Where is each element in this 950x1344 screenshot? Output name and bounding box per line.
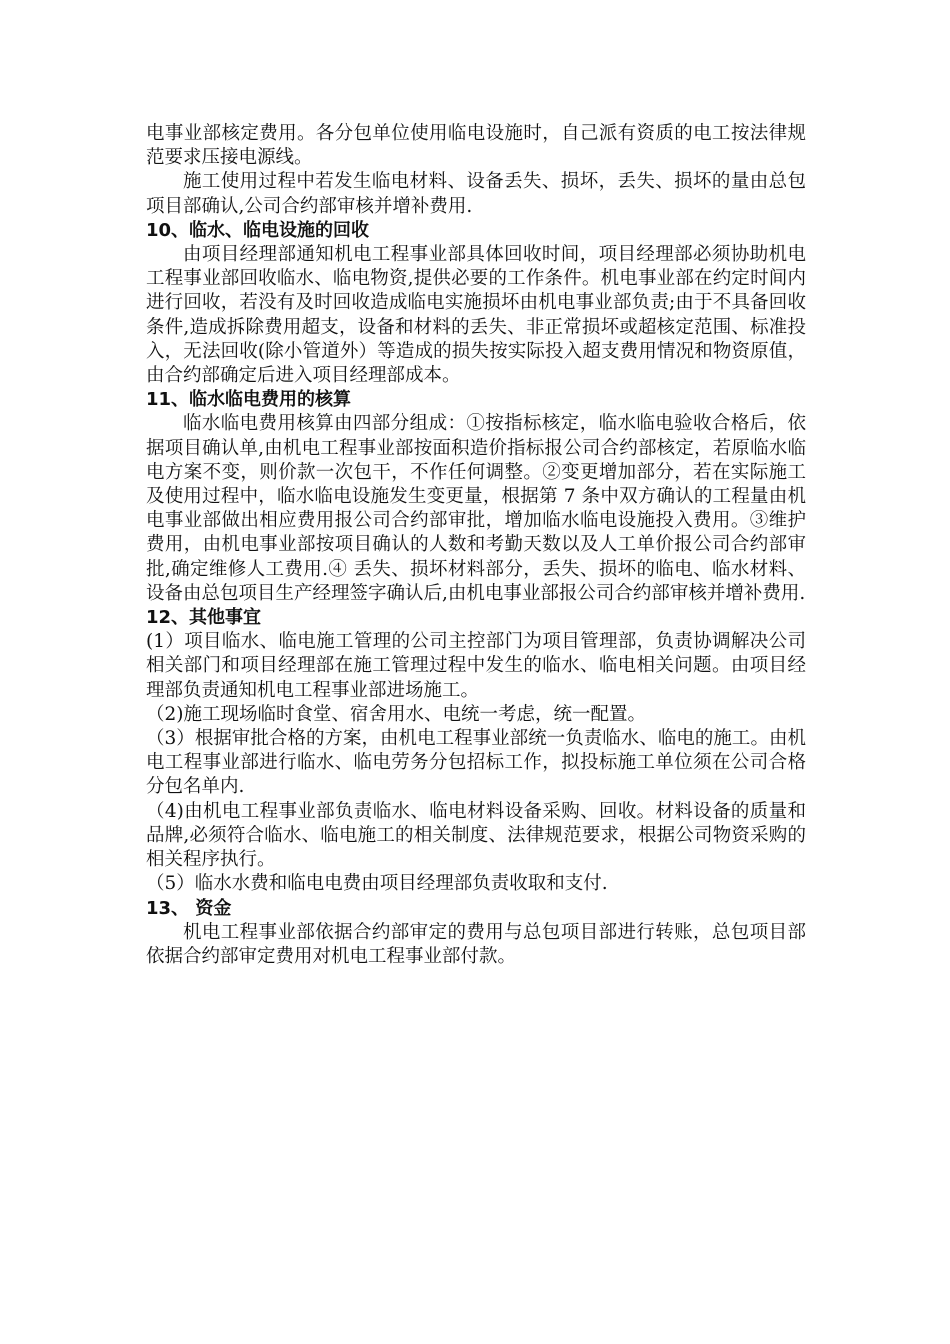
document-page bbox=[146, 122, 806, 969]
heading-section-12: 12、其他事宜 bbox=[146, 607, 262, 629]
paragraph-section-12-item-1: (1）项目临水、临电施工管理的公司主控部门为项目管理部，负责协调解决公司相关部门和项目经理部在施工管理过程中发生的临水、临电相关问题。由项目经理部负责通知机电工程事业部进场施工。 bbox=[146, 631, 806, 701]
paragraph-section-12-item-2: （2)施工现场临时食堂、宿舍用水、电统一考虑，统一配置。 bbox=[146, 703, 646, 725]
paragraph-section-10: 由项目经理部通知机电工程事业部具体回收时间，项目经理部必须协助机电工程事业部回收临水、临电物资,提供必要的工作条件。机电事业部在约定时间内进行回收，若没有及时回收造成临电实施损坏由机电事业部负责;由于不具备回收条件,造成拆除费用超支，设备和材料的丢失、非正常损坏或超核定范围、标准投入，无法回收(除小管道外）等造成的损失按实际投入超支费用情况和物资原值，由合约部确定后进入项目经理部成本。 bbox=[146, 244, 806, 387]
paragraph-intro-2: 施工使用过程中若发生临电材料、设备丢失、损坏，丢失、损坏的量由总包项目部确认,公司合约部审核并增补费用. bbox=[146, 171, 806, 217]
paragraph-section-12-item-4: （4)由机电工程事业部负责临水、临电材料设备采购、回收。材料设备的质量和品牌,必须符合临水、临电施工的相关制度、法律规范要求，根据公司物资采购的相关程序执行。 bbox=[146, 800, 806, 871]
heading-section-11: 11、临水临电费用的核算 bbox=[146, 389, 352, 411]
heading-section-13: 13、 资金 bbox=[146, 897, 232, 919]
paragraph-intro-1: 电事业部核定费用。各分包单位使用临电设施时，自己派有资质的电工按法律规范要求压接电源线。 bbox=[146, 123, 806, 169]
paragraph-section-13: 机电工程事业部依据合约部审定的费用与总包项目部进行转账，总包项目部依据合约部审定费用对机电工程事业部付款。 bbox=[146, 921, 806, 967]
paragraph-section-12-item-5: （5）临水水费和临电电费由项目经理部负责收取和支付. bbox=[146, 873, 608, 895]
paragraph-section-12-item-3: （3）根据审批合格的方案，由机电工程事业部统一负责临水、临电的施工。由机电工程事业部进行临水、临电劳务分包招标工作，拟投标施工单位须在公司合格分包名单内. bbox=[146, 728, 806, 798]
heading-section-10: 10、临水、临电设施的回收 bbox=[146, 219, 370, 241]
paragraph-section-11: 临水临电费用核算由四部分组成：①按指标核定，临水临电验收合格后，依据项目确认单,由机电工程事业部按面积造价指标报公司合约部核定，若原临水临电方案不变，则价款一次包干，不作任何调整。②变更增加部分，若在实际施工及使用过程中，临水临电设施发生变更量，根据第 7 条中双方确认的工程量由机电事业部做出相应费用报公司合约部审批，增加临水临电设施投入费用。③维护费用，由机电事业部按项目确认的人数和考勤天数以及人工单价报公司合约部审批,确定维修人工费用.④ 丢失、损坏材料部分，丢失、损坏的临电、临水材料、设备由总包项目生产经理签字确认后,由机电事业部报公司合约部审核并增补费用. bbox=[146, 413, 806, 604]
